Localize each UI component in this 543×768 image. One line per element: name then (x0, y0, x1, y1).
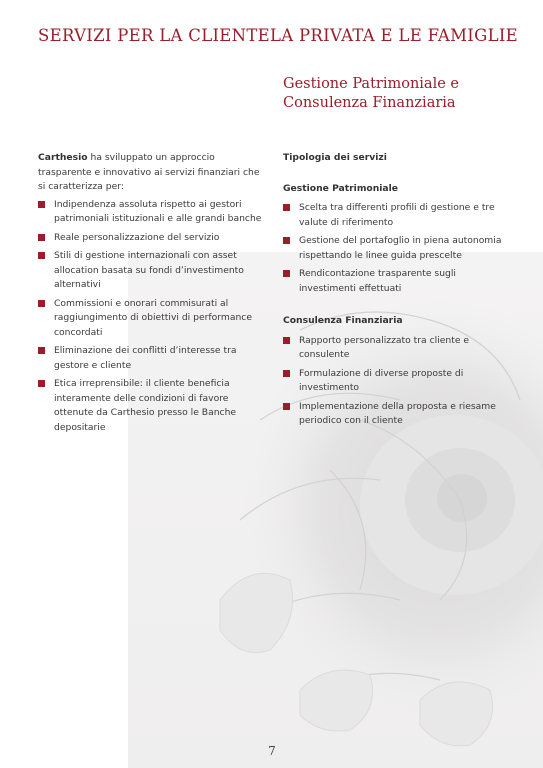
section-title (283, 75, 533, 113)
intro-paragraph (38, 151, 268, 195)
list-item (283, 201, 515, 230)
bullet-square-icon (38, 201, 45, 208)
list-item-text: Scelta tra differenti profili di gestione e tre valute di riferimento (299, 202, 495, 228)
consulenza-heading: Consulenza Finanziaria (283, 315, 403, 326)
list-item (38, 344, 268, 373)
list-item-text: Formulazione di diverse proposte di investimento (299, 367, 464, 393)
list-item-text: Gestione del portafoglio in piena autonomia rispettando le linee guida prescelte (299, 235, 502, 261)
bullet-square-icon (283, 237, 290, 244)
bullet-square-icon (283, 204, 290, 211)
list-item-text: Etica irreprensibile: il cliente beneficia interamente delle condizioni di favore ottenute da Carthesio presso le Banche depositarie (54, 378, 237, 433)
list-item (38, 249, 268, 293)
list-item-text: Stili di gestione internazionali con asset allocation basata su fondi d’investimento alternativi (54, 250, 244, 290)
list-item-text: Reale personalizzazione del servizio (54, 231, 220, 243)
bullet-square-icon (38, 252, 45, 259)
bullet-square-icon (283, 370, 290, 377)
list-item-text: Eliminazione dei conflitti d’interesse tra gestore e cliente (54, 345, 237, 371)
section-title-line-2: Consulenza Finanziaria (283, 95, 456, 111)
bullet-square-icon (283, 270, 290, 277)
list-item (283, 234, 515, 263)
bullet-square-icon (38, 347, 45, 354)
list-item (38, 231, 268, 246)
page-header-title: SERVIZI PER LA CLIENTELA PRIVATA E LE FAMIGLIE (38, 26, 519, 45)
list-item-text: Indipendenza assoluta rispetto ai gestori patrimoniali istituzionali e alle grandi banche (54, 198, 262, 224)
list-item (283, 267, 515, 296)
consulenza-list (283, 334, 515, 429)
list-item-text: Rendicontazione trasparente sugli investimenti effettuati (299, 268, 456, 294)
list-item-text: Rapporto personalizzato tra cliente e consulente (299, 334, 470, 360)
bullet-square-icon (283, 337, 290, 344)
gestione-list (283, 201, 515, 296)
bullet-square-icon (38, 380, 45, 387)
right-column (283, 151, 515, 433)
features-list (38, 198, 268, 436)
bullet-square-icon (38, 234, 45, 241)
list-item (283, 400, 515, 429)
list-item-text: Commissioni e onorari commisurati al raggiungimento di obiettivi di performance concordati (54, 297, 252, 338)
left-column (38, 151, 268, 439)
list-item (38, 198, 268, 227)
bullet-square-icon (283, 403, 290, 410)
intro-text: ha sviluppato un approccio trasparente e innovativo ai servizi finanziari che si caratterizza per: (38, 152, 260, 192)
page-number: 7 (268, 744, 276, 758)
bullet-square-icon (38, 300, 45, 307)
list-item (38, 377, 268, 435)
list-item (38, 297, 268, 341)
list-item-text: Implementazione della proposta e riesame periodico con il cliente (299, 400, 496, 426)
services-heading: Tipologia dei servizi (283, 152, 387, 163)
list-item (283, 334, 515, 363)
section-title-line-1: Gestione Patrimoniale e (283, 76, 459, 92)
gestione-heading: Gestione Patrimoniale (283, 182, 398, 194)
list-item (283, 367, 515, 396)
intro-brand: Carthesio (38, 152, 88, 163)
